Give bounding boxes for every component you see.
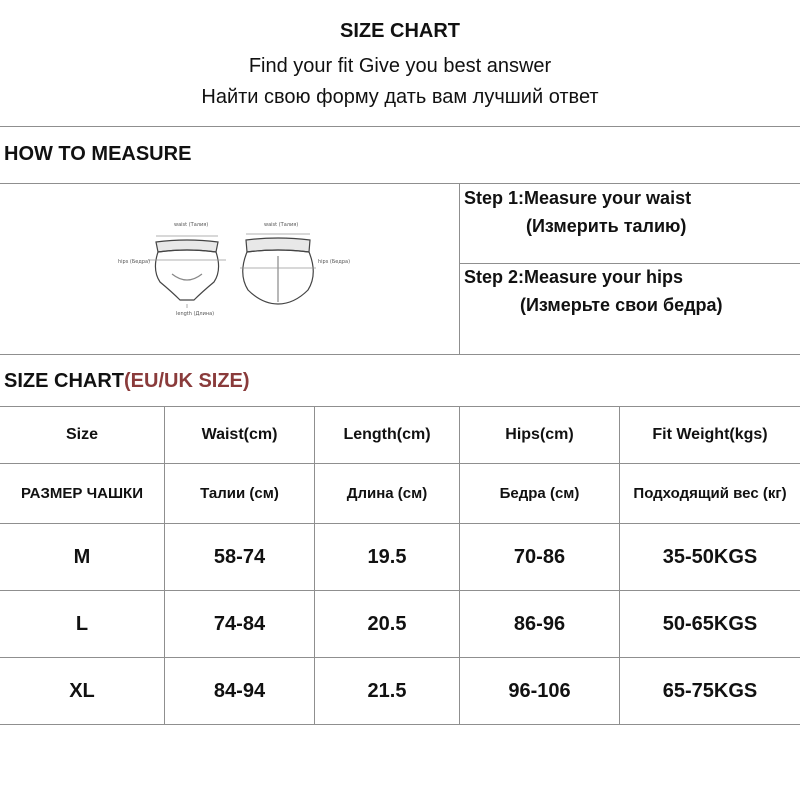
header-cell-length-ru: Длина (см)	[315, 464, 460, 523]
cell-weight: 50-65KGS	[662, 612, 758, 635]
how-to-measure-title: HOW TO MEASURE	[4, 143, 192, 165]
diagram-waist-label-front: waist (Талия)	[174, 222, 209, 228]
header-cell-hips: Hips(cm)	[460, 406, 620, 463]
step-1-russian: (Измерить талию)	[526, 216, 687, 236]
header-cell-hips-ru: Бедра (см)	[460, 464, 620, 523]
size-chart-title-region: (EU/UK SIZE)	[124, 370, 250, 392]
underwear-diagram-icon	[112, 212, 362, 322]
cell-size: XL	[0, 658, 165, 724]
subtitle-english: Find your fit Give you best answer	[248, 55, 552, 77]
header-cell-waist: Waist(cm)	[165, 406, 315, 463]
cell-waist: 84-94	[165, 658, 315, 724]
header-cell-size: Size	[0, 406, 165, 463]
cell-length: 19.5	[315, 524, 460, 590]
size-chart-title	[4, 370, 250, 393]
table-row-m	[0, 524, 800, 591]
table-header-row-russian	[0, 464, 800, 524]
step-2-russian: (Измерьте свои бедра)	[520, 295, 723, 315]
cell-hips: 70-86	[460, 524, 620, 590]
measurement-diagram	[112, 212, 362, 327]
panel-divider	[459, 184, 460, 354]
table-row-xl	[0, 658, 800, 725]
diagram-waist-label-back: waist (Талия)	[264, 222, 299, 228]
diagram-hips-label-front: hips (Бедра)	[118, 259, 151, 265]
header	[0, 0, 800, 127]
header-cell-weight-ru: Подходящий вес (кг)	[633, 485, 787, 502]
cell-length: 21.5	[315, 658, 460, 724]
how-to-measure-panel	[0, 183, 800, 355]
cell-weight: 35-50KGS	[662, 545, 758, 568]
cell-hips: 96-106	[460, 658, 620, 724]
cell-hips: 86-96	[460, 591, 620, 657]
diagram-length-label: length (Длина)	[176, 311, 215, 317]
cell-size: L	[0, 591, 165, 657]
cell-waist: 74-84	[165, 591, 315, 657]
header-cell-waist-ru: Талии (см)	[165, 464, 315, 523]
cell-weight: 65-75KGS	[662, 679, 758, 702]
step-1-english: Step 1:Measure your waist	[464, 188, 692, 208]
size-chart-title-main: SIZE CHART	[4, 370, 124, 392]
page-title: SIZE CHART	[340, 20, 460, 42]
cell-size: M	[0, 524, 165, 590]
subtitle-russian: Найти свою форму дать вам лучший ответ	[201, 86, 599, 108]
cell-waist: 58-74	[165, 524, 315, 590]
table-header-row-english	[0, 406, 800, 464]
step-2-english: Step 2:Measure your hips	[464, 267, 684, 287]
header-cell-weight: Fit Weight(kgs)	[652, 425, 768, 443]
diagram-hips-label-back: hips (Бедра)	[318, 259, 351, 265]
cell-length: 20.5	[315, 591, 460, 657]
header-cell-length: Length(cm)	[315, 406, 460, 463]
table-row-l	[0, 591, 800, 658]
steps-divider	[460, 263, 800, 264]
header-cell-size-ru: РАЗМЕР ЧАШКИ	[0, 464, 165, 523]
